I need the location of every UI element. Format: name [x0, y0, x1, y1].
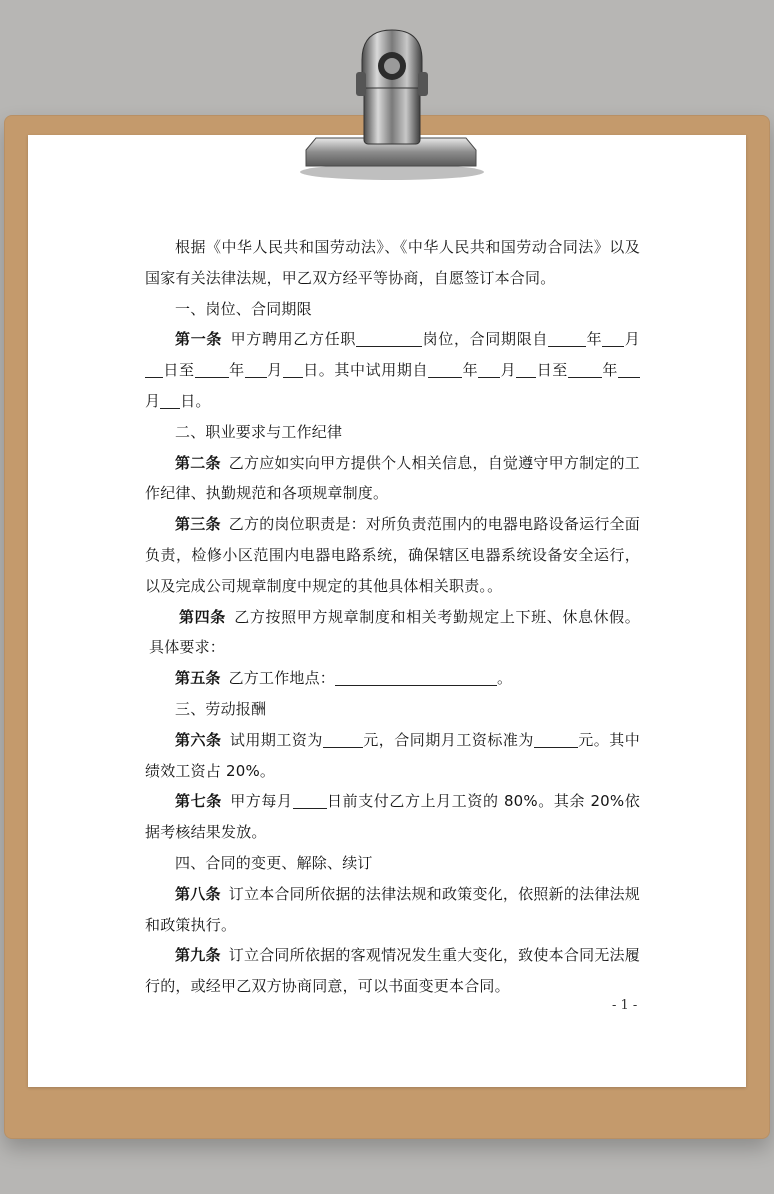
blank-field	[356, 330, 422, 347]
article-2	[145, 448, 640, 510]
article-text: 月	[266, 361, 283, 380]
intro-paragraph: 根据《中华人民共和国劳动法》、《中华人民共和国劳动合同法》以及国家有关法律法规，甲乙双方经平等协商，自愿签订本合同。	[145, 238, 640, 287]
article-6	[145, 725, 640, 787]
article-text: 日。	[180, 391, 211, 410]
article-text: 元，合同期月工资标准为	[362, 730, 534, 749]
article-title: 第八条	[175, 884, 221, 903]
article-7	[145, 786, 640, 848]
article-text: 日至	[536, 361, 568, 380]
blank-field	[428, 361, 462, 378]
article-title: 第七条	[175, 792, 222, 811]
blank-field	[335, 669, 497, 686]
blank-field	[548, 330, 586, 347]
article-text: 订立本合同所依据的法律法规和政策变化，依照新的法律法规和政策执行。	[145, 884, 640, 934]
article-text: 乙方工作地点：	[228, 669, 336, 688]
article-text: 元。其中绩效工资占 20%。	[145, 730, 640, 780]
article-text: 岗位，合同期限自	[422, 330, 549, 349]
blank-field	[195, 361, 229, 378]
article-text: 年	[228, 361, 245, 380]
binder-clip-icon	[0, 0, 774, 200]
article-title: 第九条	[175, 946, 221, 965]
article-text: 甲方每月	[229, 792, 293, 811]
blank-field	[145, 361, 163, 378]
blank-field	[602, 330, 624, 347]
article-3	[145, 509, 640, 601]
article-9	[145, 940, 640, 1002]
article-text: 月	[500, 361, 517, 380]
article-text: 甲方聘用乙方任职	[230, 330, 357, 349]
article-text: 年	[462, 361, 479, 380]
article-text: 日前支付乙方上月工资的 80%。其余 20%依据考核结果发放。	[145, 792, 640, 842]
article-text: 乙方的岗位职责是：对所负责范围内的电器电路设备运行全面负责，检修小区范围内电器电路系统，确保辖区电器系统设备安全运行，以及完成公司规章制度中规定的其他具体相关职责。。	[145, 515, 640, 595]
blank-field	[283, 361, 303, 378]
article-text: 月	[145, 391, 161, 410]
blank-field	[323, 731, 363, 748]
article-1	[145, 324, 640, 416]
section-heading: 二、职业要求与工作纪律	[175, 422, 343, 441]
blank-field	[478, 361, 500, 378]
article-title: 第三条	[175, 515, 221, 534]
article-text: 订立合同所依据的客观情况发生重大变化，致使本合同无法履行的，或经甲乙双方协商同意，可以书面变更本合同。	[145, 946, 640, 996]
section-heading: 一、岗位、合同期限	[175, 299, 312, 318]
article-text: 乙方应如实向甲方提供个人相关信息，自觉遵守甲方制定的工作纪律、执勤规范和各项规章制度。	[145, 453, 640, 503]
contract-body	[145, 232, 640, 1002]
blank-field	[516, 361, 536, 378]
article-text: 年	[586, 330, 603, 349]
article-text: 。	[497, 669, 513, 688]
section-heading: 三、劳动报酬	[175, 699, 267, 718]
article-text: 月	[624, 330, 640, 349]
article-8	[145, 879, 640, 941]
article-text: 试用期工资为	[229, 730, 323, 749]
article-5	[145, 663, 640, 694]
article-title: 第五条	[175, 669, 221, 688]
blank-field	[245, 361, 267, 378]
article-text: 乙方按照甲方规章制度和相关考勤规定上下班、休息休假。具体要求：	[149, 607, 641, 657]
blank-field	[293, 792, 327, 809]
article-text: 日。其中试用期自	[302, 361, 429, 380]
page-number: - 1 -	[612, 998, 638, 1013]
article-title: 第四条	[179, 607, 226, 626]
blank-field	[618, 361, 640, 378]
blank-field	[160, 392, 180, 409]
article-title: 第一条	[175, 330, 223, 349]
article-4	[145, 602, 640, 664]
article-text: 日至	[163, 361, 195, 380]
article-title: 第二条	[175, 453, 221, 472]
blank-field	[568, 361, 602, 378]
article-title: 第六条	[175, 730, 222, 749]
section-heading: 四、合同的变更、解除、续订	[175, 853, 373, 872]
article-text: 年	[601, 361, 618, 380]
blank-field	[534, 731, 578, 748]
